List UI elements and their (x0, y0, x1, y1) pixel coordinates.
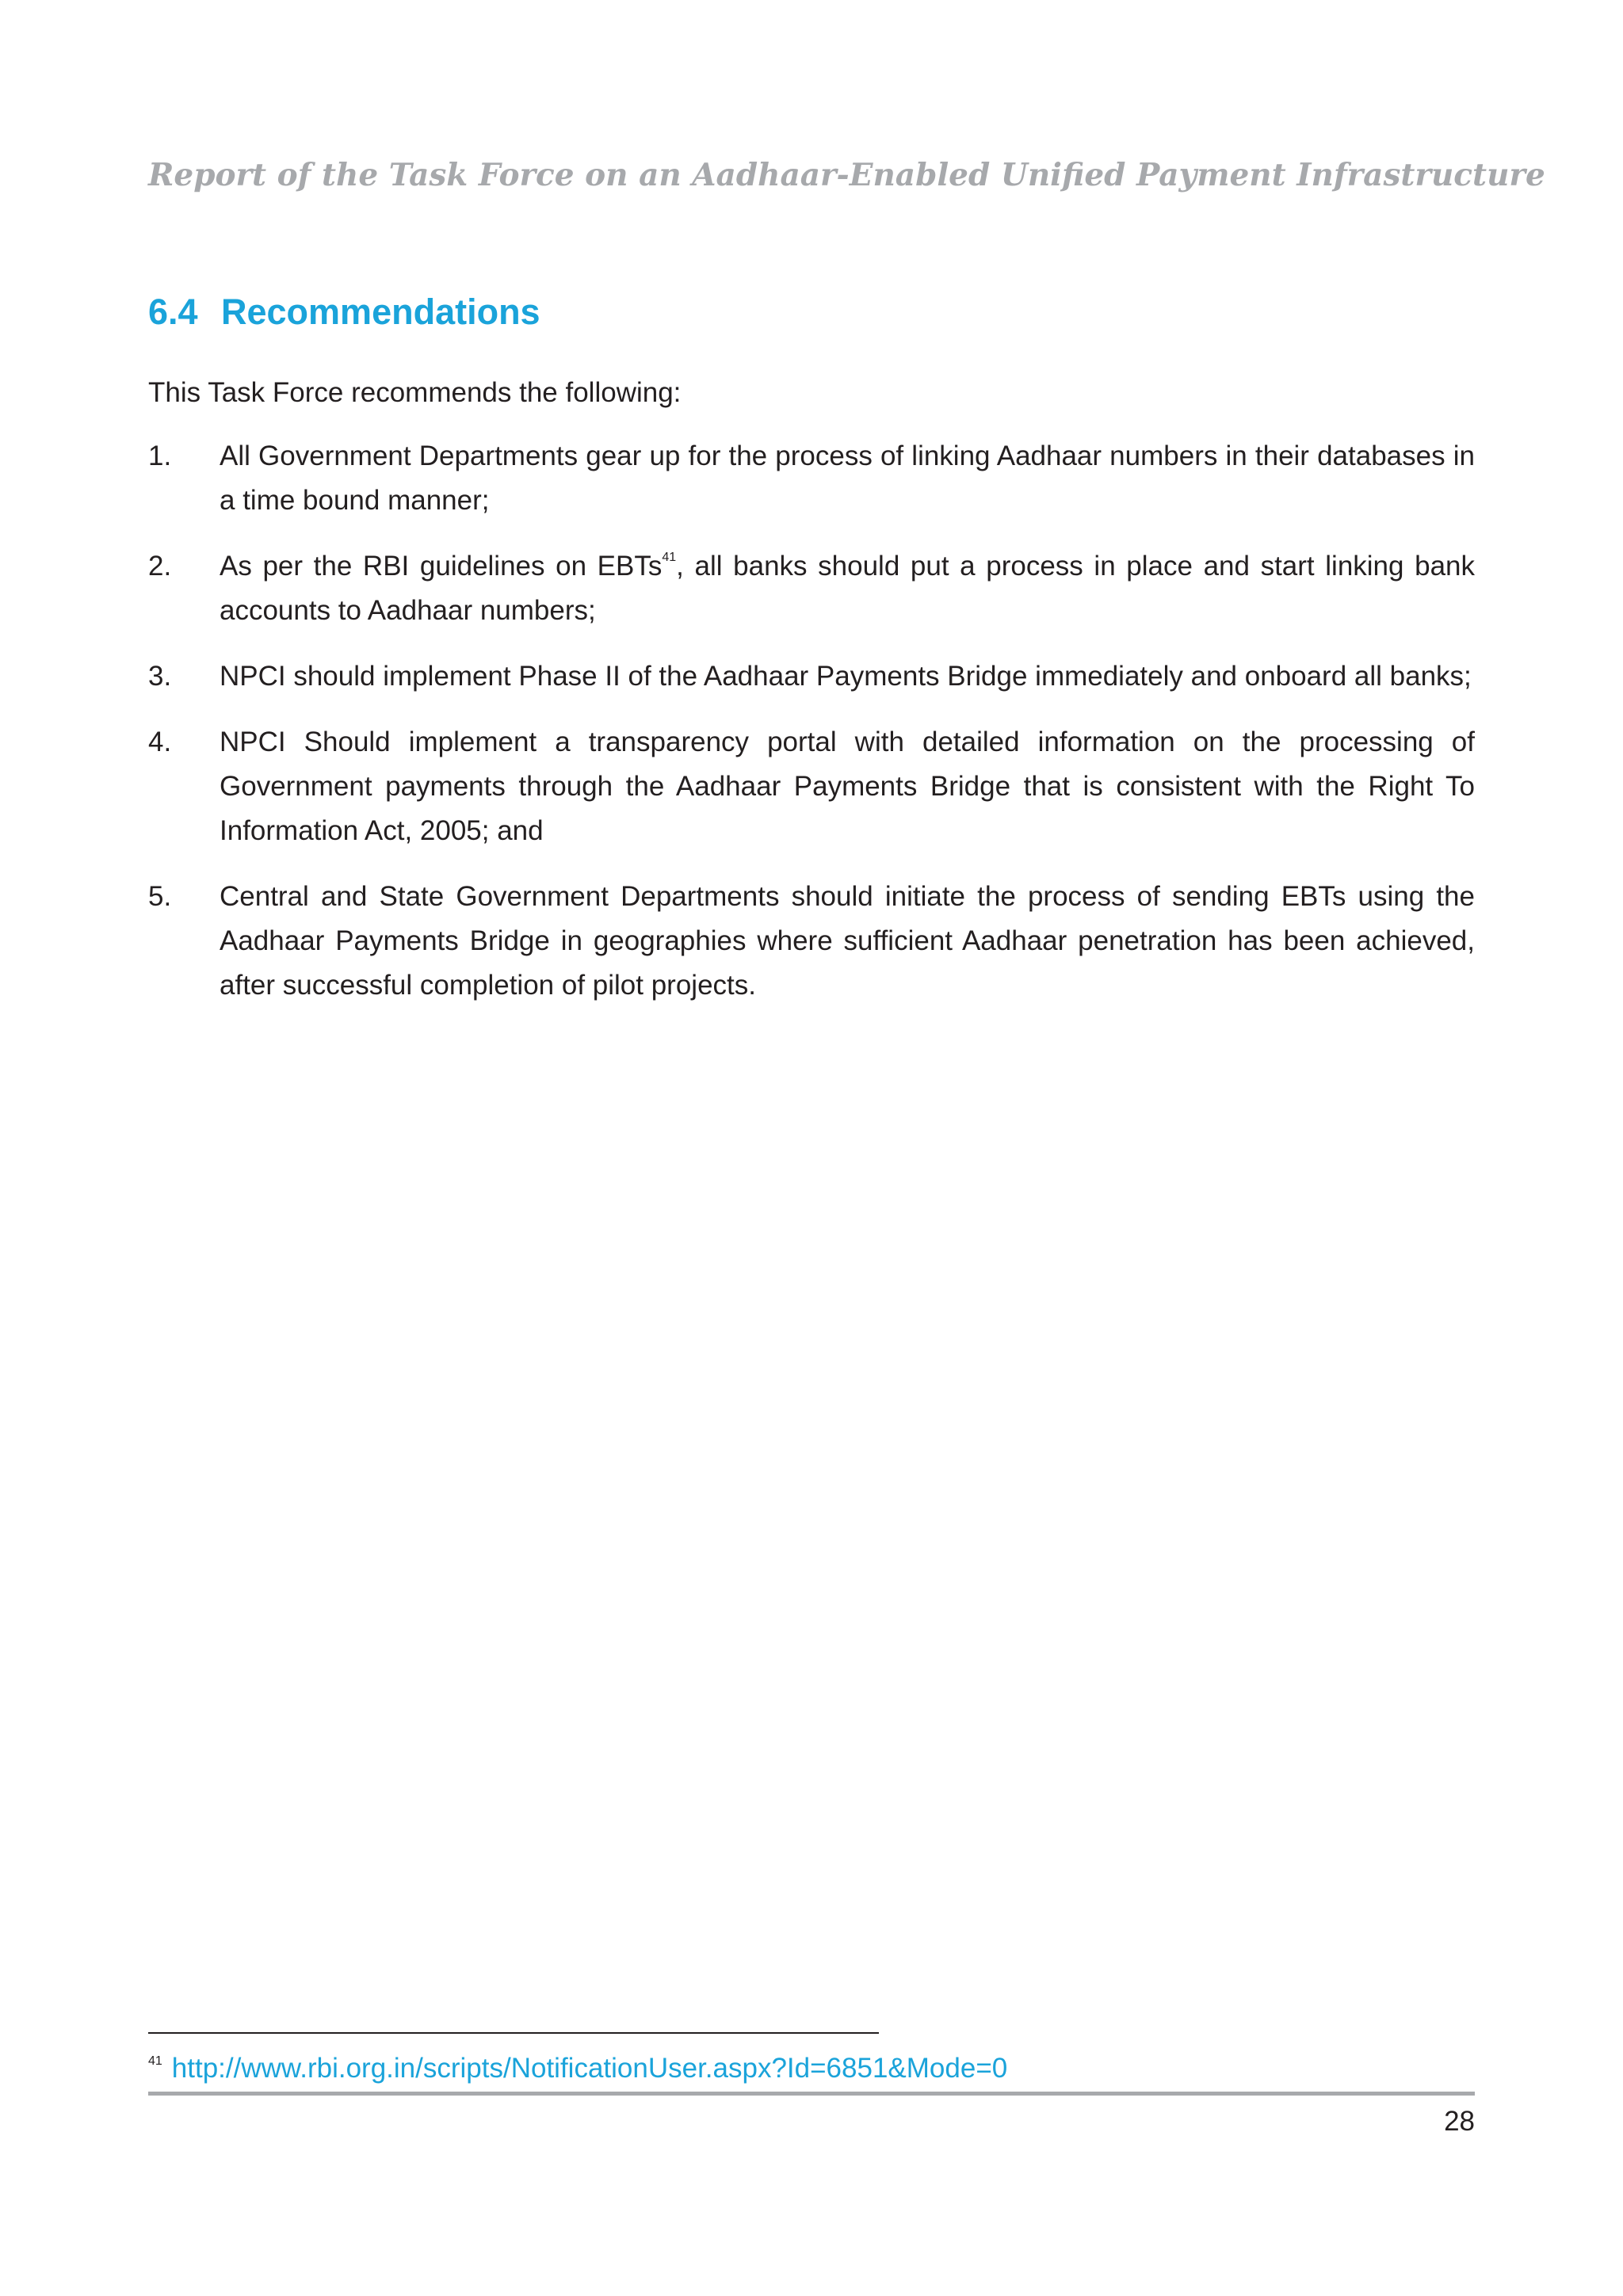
list-item (148, 654, 1475, 699)
list-item-text (220, 551, 1475, 626)
section-heading (148, 292, 540, 333)
list-item (148, 720, 1475, 853)
list-item-text: All Government Departments gear up for the process of linking Aadhaar numbers in their databases in a time bound manner; (220, 441, 1475, 516)
list-item-number: 4. (148, 727, 172, 757)
page-number: 28 (1444, 2106, 1475, 2137)
list-item (148, 544, 1475, 633)
list-item (148, 434, 1475, 523)
list-item-text: Central and State Government Departments should initiate the process of sending EBTs using the Aadhaar Payments Bridge in geographies where sufficient Aadhaar penetration has been achieved, after successful completion of pilot projects. (220, 881, 1475, 1001)
footnote-link[interactable]: http://www.rbi.org.in/scripts/NotificationUser.aspx?Id=6851&Mode=0 (171, 2053, 1008, 2084)
list-item-text-before-ref: As per the RBI guidelines on EBTs (220, 551, 663, 582)
footnote-reference[interactable]: 41 (662, 551, 677, 564)
intro-paragraph: This Task Force recommends the following: (148, 377, 682, 408)
running-header: Report of the Task Force on an Aadhaar-Enabled Unified Payment Infrastructure (148, 157, 1545, 193)
recommendations-list (148, 434, 1475, 1029)
section-title: Recommendations (221, 292, 540, 332)
footnote-marker: 41 (148, 2054, 162, 2068)
list-item-number: 5. (148, 881, 172, 912)
section-number: 6.4 (148, 292, 198, 332)
footnote (148, 2044, 1007, 2086)
list-item-number: 2. (148, 551, 172, 582)
footer-divider (148, 2092, 1475, 2096)
list-item (148, 875, 1475, 1008)
list-item-number: 1. (148, 441, 172, 471)
list-item-number: 3. (148, 661, 172, 692)
list-item-text-after-ref: , all banks should put a process in place and start linking bank accounts to Aadhaar numbers; (220, 551, 1476, 626)
list-item-text: NPCI Should implement a transparency portal with detailed information on the processing of Government payments through the Aadhaar Payments Bridge that is consistent with the Right To Information Act, 2005; and (220, 727, 1475, 846)
footnote-divider (148, 2032, 879, 2034)
list-item-text: NPCI should implement Phase II of the Aadhaar Payments Bridge immediately and onboard all banks; (220, 661, 1472, 692)
